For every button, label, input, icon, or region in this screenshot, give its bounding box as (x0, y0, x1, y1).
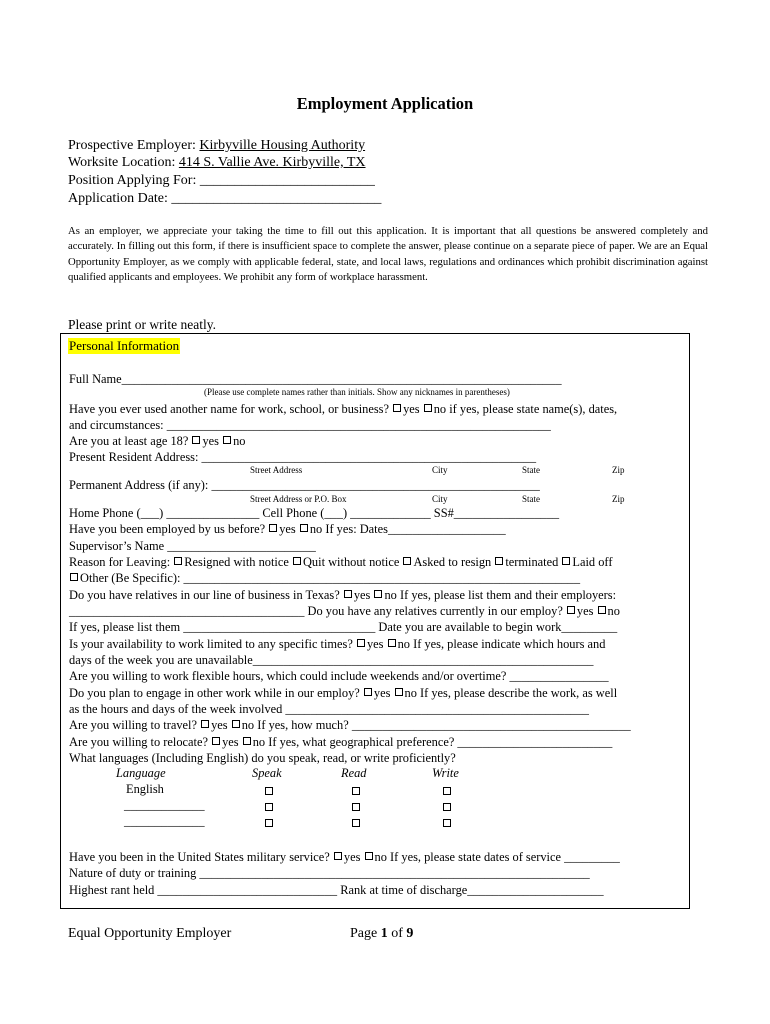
position-applying-field[interactable]: Position Applying For: _________________________ (68, 173, 375, 188)
relatives-text: Do you have relatives in our line of business in Texas? (69, 588, 343, 602)
yes-label: yes (373, 686, 394, 700)
no-label: no if yes, please state name(s), dates, (433, 402, 618, 416)
travel-text: Are you willing to travel? (69, 718, 201, 732)
reason-option-label: Quit without notice (302, 555, 403, 569)
reason-for-leaving (69, 554, 612, 570)
other-work-field[interactable]: as the hours and days of the week involved _________________________________________________ (69, 702, 590, 716)
no-label: no (607, 604, 620, 618)
yes-label: yes (403, 402, 423, 416)
other-name-question (69, 401, 617, 417)
reason-option-label: Resigned with notice (184, 555, 292, 569)
write-checkbox-icon[interactable] (443, 787, 451, 795)
checkbox-icon[interactable] (223, 436, 231, 444)
checkbox-icon[interactable] (567, 606, 575, 614)
application-date-field[interactable]: Application Date: ______________________________ (68, 191, 382, 206)
permanent-city-caption: City (432, 494, 448, 504)
full-name-field[interactable]: Full Name_______________________________________________________________________ (69, 372, 562, 386)
checkbox-icon[interactable] (192, 436, 200, 444)
checkbox-icon[interactable] (403, 557, 411, 565)
no-label: no If yes, please state dates of service _________ (374, 850, 620, 864)
yes-label: yes (222, 735, 242, 749)
language-column-header: Language (116, 766, 166, 780)
present-state-caption: State (522, 465, 540, 475)
no-label: no If yes, please describe the work, as well (404, 686, 618, 700)
languages-question: What languages (Including English) do you speak, read, or write proficiently? (69, 751, 456, 765)
speak-checkbox-icon[interactable] (265, 819, 273, 827)
language-row-blank[interactable]: _____________ (124, 798, 205, 812)
yes-label: yes (202, 434, 223, 448)
permanent-street-caption: Street Address or P.O. Box (250, 494, 347, 504)
present-zip-caption: Zip (612, 465, 625, 475)
reason-other-field[interactable] (69, 570, 580, 586)
age-text: Are you at least age 18? (69, 434, 192, 448)
language-row-english: English (126, 782, 164, 796)
relatives-question (69, 587, 616, 603)
supervisor-field[interactable]: Supervisor’s Name ________________________ (69, 539, 316, 553)
permanent-state-caption: State (522, 494, 540, 504)
prospective-employer (68, 137, 365, 154)
relocate-question (69, 734, 612, 750)
checkbox-icon[interactable] (344, 590, 352, 598)
read-column-header: Read (341, 766, 367, 780)
present-address-field[interactable]: Present Resident Address: ______________________________________________________ (69, 450, 537, 464)
page-number (350, 926, 413, 942)
checkbox-icon[interactable] (388, 639, 396, 647)
checkbox-icon[interactable] (70, 573, 78, 581)
relocate-text: Are you willing to relocate? (69, 735, 212, 749)
employer-value: Kirbyville Housing Authority (199, 138, 366, 153)
yes-label: yes (366, 637, 387, 651)
military-text: Have you been in the United States military service? (69, 850, 333, 864)
relatives-employ-text: ______________________________________ Do you have any relatives currently in our employ? (69, 604, 566, 618)
no-label: no If yes, what geographical preference? _________________________ (252, 735, 613, 749)
checkbox-icon[interactable] (395, 688, 403, 696)
checkbox-icon[interactable] (243, 737, 251, 745)
checkbox-icon[interactable] (495, 557, 503, 565)
speak-checkbox-icon[interactable] (265, 787, 273, 795)
circumstances-field[interactable]: and circumstances: ______________________________________________________________ (69, 418, 551, 432)
other-name-text: Have you ever used another name for work, school, or business? (69, 402, 393, 416)
checkbox-icon[interactable] (300, 524, 308, 532)
no-label: no If yes, please list them and their employers: (384, 588, 617, 602)
read-checkbox-icon[interactable] (352, 803, 360, 811)
checkbox-icon[interactable] (598, 606, 606, 614)
checkbox-icon[interactable] (201, 720, 209, 728)
yes-label: yes (343, 850, 364, 864)
reason-option-label: terminated (505, 555, 562, 569)
checkbox-icon[interactable] (269, 524, 277, 532)
age-question (69, 433, 246, 449)
duty-field[interactable]: Nature of duty or training _______________________________________________________________ (69, 866, 590, 880)
checkbox-icon[interactable] (562, 557, 570, 565)
page-total: 9 (406, 926, 414, 941)
yes-label: yes (279, 522, 299, 536)
employed-before-text: Have you been employed by us before? (69, 522, 269, 536)
checkbox-icon[interactable] (374, 590, 382, 598)
checkbox-icon[interactable] (232, 720, 240, 728)
worksite-value: 414 S. Vallie Ave. Kirbyville, TX (178, 155, 366, 170)
other-work-text: Do you plan to engage in other work while in our employ? (69, 686, 363, 700)
reason-text: Reason for Leaving: (69, 555, 174, 569)
checkbox-icon[interactable] (424, 404, 432, 412)
employer-label: Prospective Employer: (68, 138, 200, 153)
checkbox-icon[interactable] (393, 404, 401, 412)
no-label: no If yes, how much? _____________________________________________ (241, 718, 631, 732)
print-note: Please print or write neatly. (68, 317, 216, 332)
present-street-caption: Street Address (250, 465, 303, 475)
rank-field[interactable]: Highest rant held _____________________________ Rank at time of discharge______________________ (69, 883, 604, 897)
yes-label: yes (211, 718, 231, 732)
availability-text: Is your availability to work limited to any specific times? (69, 637, 356, 651)
worksite-location (68, 154, 366, 171)
reason-other-text: Other (Be Specific): ________________________________________________________________ (80, 571, 581, 585)
reason-option-label: Laid off (572, 555, 613, 569)
worksite-label: Worksite Location: (68, 155, 179, 170)
page-current: 1 (380, 926, 388, 941)
full-name-note: (Please use complete names rather than initials. Show any nicknames in parentheses) (204, 387, 510, 397)
flexible-hours-field[interactable]: Are you willing to work flexible hours, which could include weekends and/or overtime? ________________ (69, 669, 609, 683)
other-work-question (69, 685, 617, 701)
no-label: no If yes: Dates___________________ (309, 522, 506, 536)
travel-question (69, 717, 631, 733)
page-of: of (387, 926, 407, 941)
employed-before-question (69, 521, 506, 537)
checkbox-icon[interactable] (334, 852, 342, 860)
checkbox-icon[interactable] (174, 557, 182, 565)
checkbox-icon[interactable] (293, 557, 301, 565)
no-label: no (233, 434, 246, 448)
no-label: no If yes, please indicate which hours and (397, 637, 606, 651)
write-checkbox-icon[interactable] (443, 819, 451, 827)
permanent-address-field[interactable]: Permanent Address (if any): _____________________________________________________ (69, 478, 540, 492)
footer-eoe: Equal Opportunity Employer (68, 926, 232, 941)
reason-option-label: Asked to resign (413, 555, 495, 569)
availability-question (69, 636, 605, 652)
page-title: Employment Application (296, 94, 474, 113)
military-question (69, 849, 620, 865)
page-prefix: Page (350, 926, 381, 941)
language-row-blank[interactable]: _____________ (124, 814, 205, 828)
read-checkbox-icon[interactable] (352, 787, 360, 795)
checkbox-icon[interactable] (212, 737, 220, 745)
checkbox-icon[interactable] (357, 639, 365, 647)
permanent-zip-caption: Zip (612, 494, 625, 504)
checkbox-icon[interactable] (365, 852, 373, 860)
speak-column-header: Speak (252, 766, 282, 780)
section-heading: Personal Information (69, 338, 180, 353)
present-city-caption: City (432, 465, 448, 475)
intro-paragraph: As an employer, we appreciate your taking the time to fill out this application. It is important that all questions be answered completely and accurately. In filling out this form, if there is insufficient space to complete the answer, please continue on a separate piece of paper. We are an Equal Opportunity Employer, as we comply with applicable federal, state, and local laws, regulations and ordinances which prohibit discrimination against qualified applicants and employees. We prohibit any form of workplace harassment. (68, 225, 708, 284)
relatives-list-field[interactable]: If yes, please list them _______________________________ Date you are available to begin work_________ (69, 620, 618, 634)
speak-checkbox-icon[interactable] (265, 803, 273, 811)
relatives-employ-question (69, 603, 620, 619)
yes-label: yes (576, 604, 597, 618)
phone-ssn-fields[interactable]: Home Phone (___) _______________ Cell Phone (___) _____________ SS#_________________ (69, 506, 560, 520)
checkbox-icon[interactable] (364, 688, 372, 696)
read-checkbox-icon[interactable] (352, 819, 360, 827)
yes-label: yes (353, 588, 374, 602)
write-column-header: Write (432, 766, 459, 780)
write-checkbox-icon[interactable] (443, 803, 451, 811)
unavailable-field[interactable]: days of the week you are unavailable_______________________________________________________ (69, 653, 594, 667)
